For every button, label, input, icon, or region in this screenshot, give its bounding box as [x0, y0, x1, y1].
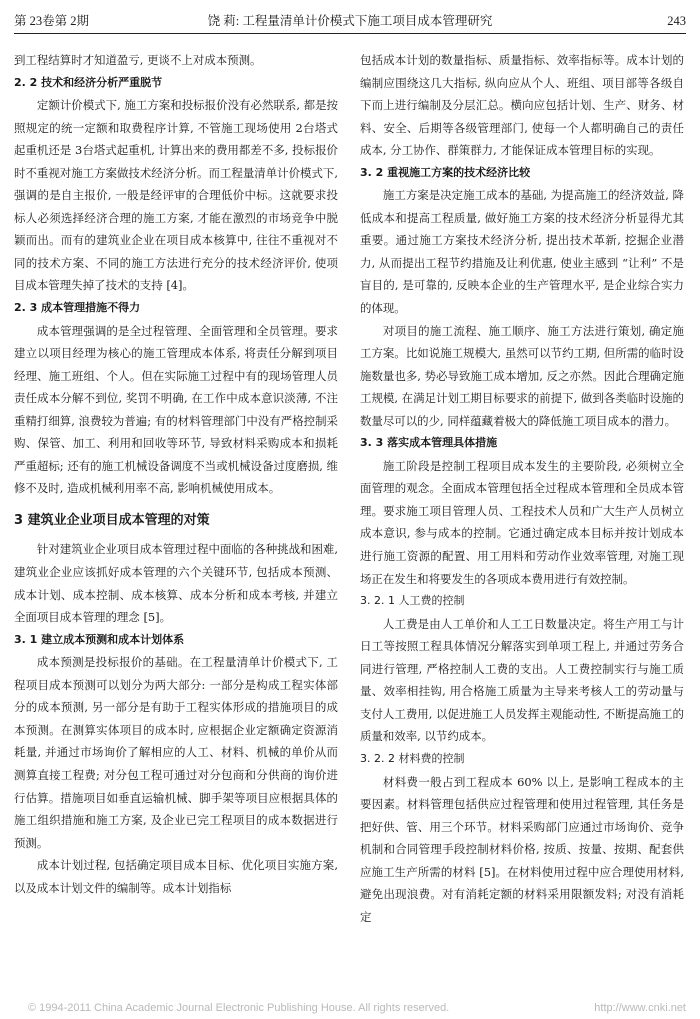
left-column: [14, 49, 338, 899]
header-rule: [14, 33, 686, 34]
copyright-text: © 1994-2011 China Academic Journal Electronic Publishing House. All rights reserved.: [28, 1002, 450, 1014]
section-heading-2-2: 2. 2 技术和经济分析严重脱节: [14, 75, 163, 89]
page-number: 243: [667, 14, 686, 28]
section-heading-3-2: 3. 2 重视施工方案的技术经济比较: [360, 165, 531, 179]
section-heading-3-3: 3. 3 落实成本管理具体措施: [360, 436, 498, 450]
paragraph: 材料费一般占到工程成本 60% 以上, 是影响工程成本的主要因素。材料管理包括供应过程管理和使用过程管理, 其任务是把好供、管、用三个环节。材料采购部门应通过市场询价、竞争机制和合同管理手段控制材料价格, 按质、按量、按期、配套供应施工生产所需的材料 [5]。在材料使用过程中应合理使用材料, 避免出现浪费。对有消耗定额的材料采用限额发料; 对没有消耗定: [360, 774, 684, 924]
subsection-heading-material-cost: 3. 2. 2 材料费的控制: [360, 751, 465, 765]
copyright-footer: [14, 1000, 686, 1016]
paragraph: 人工费是由人工单价和人工工日数量决定。将生产用工与计日工等按照工程具体情况分解落实到单项工程上, 并通过劳务合同进行管理, 严格控制人工费的支出。人工费控制实行与施工质量、效率相挂钩, 用合格施工质量为主导来考核人工的劳动量与支付人工费用, 以促进施工人员发挥主观能动性, 不断提高施工的质量和效率, 以节约成本。: [360, 616, 684, 744]
section-heading-3: 3 建筑业企业项目成本管理的对策: [14, 512, 210, 528]
paragraph: 包括成本计划的数量指标、质量指标、效率指标等。成本计划的编制应围绕这几大指标, 纵向应从个人、班组、项目部等各级自下而上进行编制及分层汇总。横向应包括计划、生产、财务、材料、安全、后期等各级管理部门, 使每一个人都明确自己的责任成本, 分工协作、群策群力, 才能保证成本管理目标的实现。: [360, 53, 684, 158]
paragraph: 施工阶段是控制工程项目成本发生的主要阶段, 必须树立全面管理的观念。全面成本管理包括全过程成本管理和全员成本管理。要求施工项目管理人员、工程技术人员和广大生产人员树立成本意识, 参与成本的控制。它通过确定成本目标并按计划成本进行施工资源的配置、用工用料和劳动作业效率管理, 对施工现场正在发生和将要发生的各项成本费用进行有效控制。: [360, 458, 684, 586]
running-title: 饶 莉: 工程量清单计价模式下施工项目成本管理研究: [207, 14, 493, 28]
paragraph: 成本计划过程, 包括确定项目成本目标、优化项目实施方案, 以及成本计划文件的编制等。成本计划指标: [14, 858, 338, 895]
section-heading-2-3: 2. 3 成本管理措施不得力: [14, 301, 141, 315]
subsection-heading-labor-cost: 3. 2. 1 人工费的控制: [360, 594, 465, 608]
paragraph: 成本预测是投标报价的基础。在工程量清单计价模式下, 工程项目成本预测可以划分为两大部分: 一部分是构成工程实体部分的成本预测, 另一部分是有助于工程实体形成的措施项目的成本预测。在测算实体项目的成本时, 应根据企业定额确定资源消耗量, 并通过市场询价了解相应的人工、材料、机械的单价从而测算直接工程费; 对分包工程可通过对分包商和分供商的询价进行估算。措施项目如垂直运输机械、脚手架等项目应根据具体的施工组织措施和施工方案, 及企业已完工程项目的成本数据进行预测。: [14, 655, 338, 850]
right-column: [360, 49, 684, 928]
paragraph: 成本管理强调的是全过程管理、全面管理和全员管理。要求建立以项目经理为核心的施工管理成本体系, 将责任分解到项目经理、施工班组、个人。但在实际施工过程中有的现场管理人员责任成本分解不到位, 奖罚不明确, 在工作中成本意识淡薄, 不注重精打细算, 浪费较为普遍; 有的材料管理部门中没有严格控制采购、保管、加工、利用和回收等环节, 导致材料采购成本和损耗严重超标; 还有的施工机械设备调度不当或机械设备过度磨损, 维修不及时, 造成机械利用率不高, 影响机械使用成本。: [14, 323, 338, 496]
paragraph: 定额计价模式下, 施工方案和投标报价没有必然联系, 都是按照规定的统一定额和取费程序计算, 不管施工现场使用 2台塔式起重机还是 3台塔式起重机, 计算出来的费用都差不多, 投标报价时不重视对施工方案做技术经济分析。而工程量清单计价模式下, 强调的是自主报价, 一般是经评审的合理低价中标。这就要求投标人必须选择经济合理的施工方案, 才能在激烈的市场竞争中脱颖而出。而有的建筑业企业在项目成本核算中, 往往不重视对不同的技术方案、不同的施工方法进行充分的技术经济评价, 使项目成本管理失掉了技术的支持 [4]。: [14, 98, 338, 293]
paragraph: 对项目的施工流程、施工顺序、施工方法进行策划, 确定施工方案。比如说施工规模大, 虽然可以节约工期, 但所需的临时设施数量也多, 势必导致施工成本增加, 反之亦然。因此合理确定施工规模, 在满足计划工期目标要求的前提下, 做到各类临时设施的数量尽可以的少, 同样蕴藏着极大的降低施工项目成本的潜力。: [360, 323, 684, 428]
journal-volume: 第 23卷第 2期: [14, 14, 90, 28]
section-heading-3-1: 3. 1 建立成本预测和成本计划体系: [14, 632, 185, 646]
cnki-url: http://www.cnki.net: [594, 1002, 686, 1014]
paragraph: 施工方案是决定施工成本的基础, 为提高施工的经济效益, 降低成本和提高工程质量, 做好施工方案的技术经济分析显得尤其重要。通过施工方案技术经济分析, 提出技术革新, 挖掘企业潜力, 从而提出工程节约措施及让利优惠, 使业主感到 “让利” 不是盲目的, 是可靠的, 反映本企业的生产管理水平, 是企业综合实力的体现。: [360, 188, 684, 316]
paragraph: 针对建筑业企业项目成本管理过程中面临的各种挑战和困难, 建筑业企业应该抓好成本管理的六个关键环节, 包括成本预测、成本计划、成本控制、成本核算、成本分析和成本考核, 并建立全面项目成本管理的理念 [5]。: [14, 542, 338, 625]
running-header: [14, 12, 686, 30]
paragraph: 到工程结算时才知道盈亏, 更谈不上对成本预测。: [14, 53, 262, 67]
